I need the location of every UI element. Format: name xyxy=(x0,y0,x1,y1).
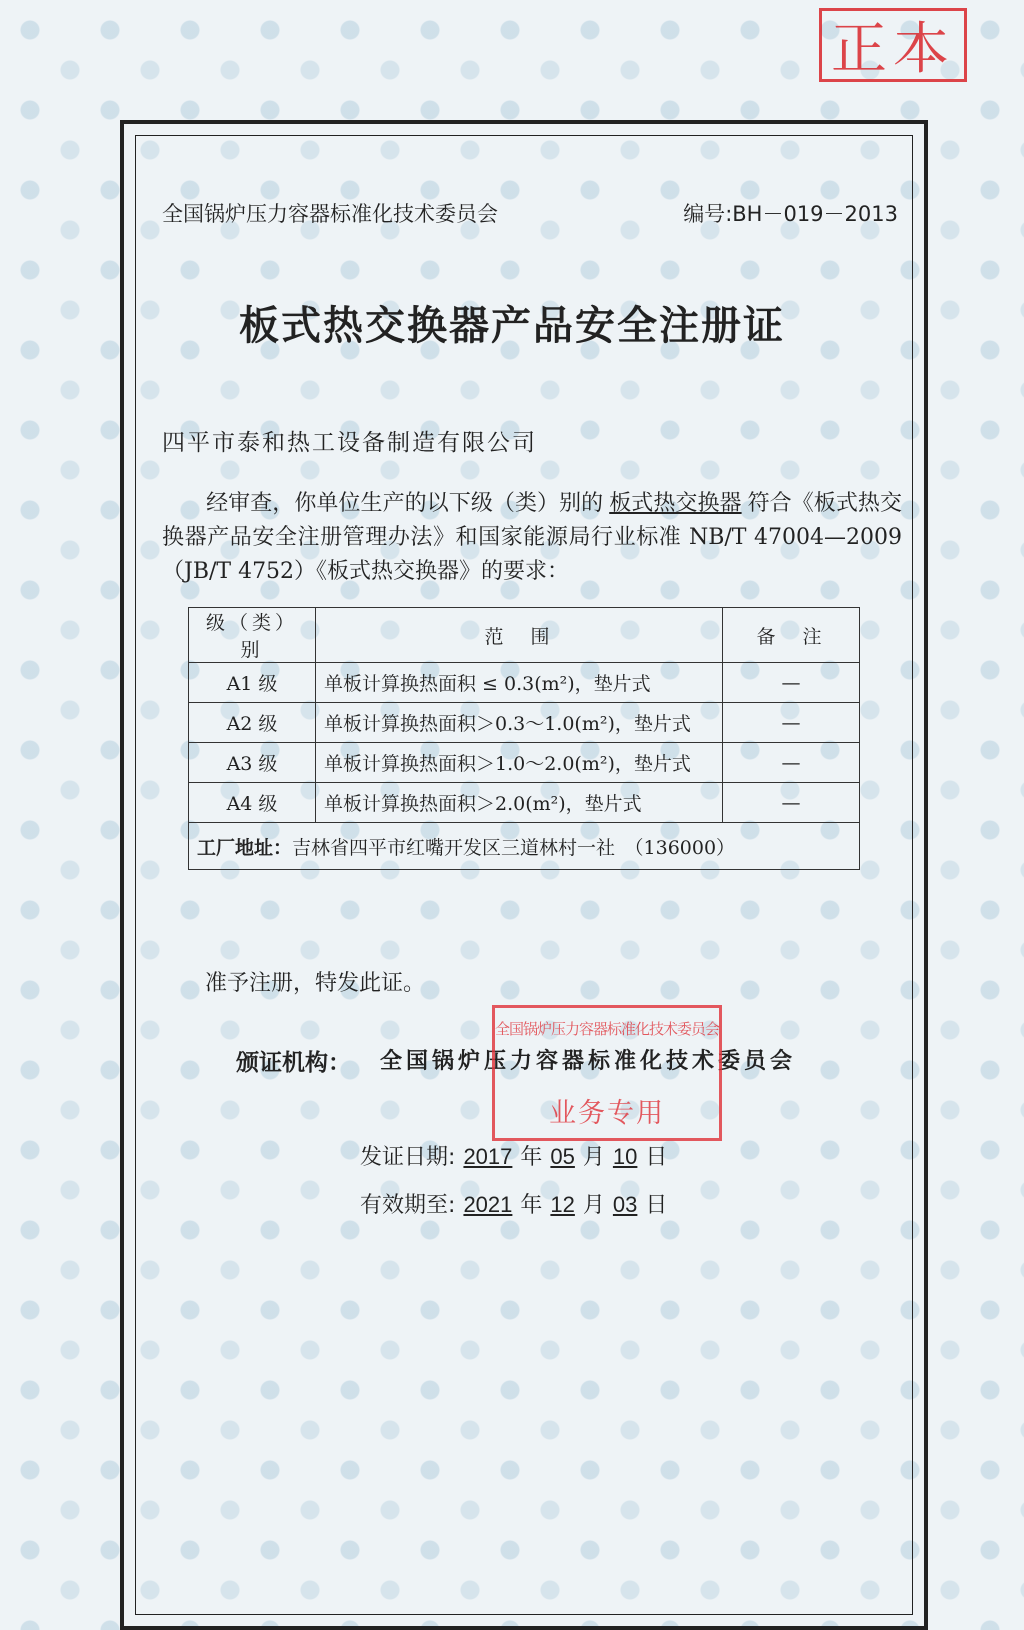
issue-date-label: 发证日期 xyxy=(360,1145,449,1170)
grade-cell: A1 级 xyxy=(189,663,316,703)
certificate-number: 编号:BH－019－2013 xyxy=(683,202,898,226)
valid-month: 12 xyxy=(550,1192,575,1217)
header-grade: 级（类）别 xyxy=(189,608,316,663)
address-value: 吉林省四平市红嘴开发区三道林村一社 （136000） xyxy=(292,836,736,859)
certificate-inner-frame xyxy=(135,135,913,1615)
paragraph-intro: 经审查，你单位生产的以下级（类）别的 xyxy=(206,491,604,516)
certificate-title: 板式热交换器产品安全注册证 xyxy=(239,303,785,349)
scope-cell: 单板计算换热面积＞2.0(m²)，垫片式 xyxy=(316,783,723,823)
header-scope: 范 围 xyxy=(316,608,723,663)
year-unit: 年 xyxy=(520,1145,543,1170)
note-cell: — xyxy=(723,703,860,743)
grade-cell: A4 级 xyxy=(189,783,316,823)
day-unit: 日 xyxy=(645,1145,668,1170)
issue-year: 2017 xyxy=(463,1144,513,1169)
issuer-name: 全国锅炉压力容器标准化技术委员会 xyxy=(380,1049,797,1074)
table-row xyxy=(189,703,860,743)
scope-cell: 单板计算换热面积＞0.3～1.0(m²)，垫片式 xyxy=(316,703,723,743)
original-copy-stamp: 正本 xyxy=(819,8,967,82)
issue-month: 05 xyxy=(550,1144,575,1169)
seal-purpose: 业务专用 xyxy=(549,1098,665,1129)
grade-cell: A3 级 xyxy=(189,743,316,783)
address-row xyxy=(189,823,860,870)
table-row xyxy=(189,663,860,703)
approval-paragraph xyxy=(162,487,902,589)
address-label: 工厂地址： xyxy=(197,836,293,859)
note-cell: — xyxy=(723,663,860,703)
valid-day: 03 xyxy=(612,1192,638,1217)
valid-year: 2021 xyxy=(463,1192,513,1217)
approval-statement: 准予注册，特发此证。 xyxy=(205,971,426,996)
day-unit: 日 xyxy=(645,1193,668,1218)
paragraph-rest: 符合《板式热交换器产品安全注册管理办法》和国家能源局行业标准 NB/T 47004—2009（JB/T 4752）《板式热交换器》的要求： xyxy=(162,491,902,584)
scope-cell: 单板计算换热面积＞1.0～2.0(m²)，垫片式 xyxy=(316,743,723,783)
table-row xyxy=(189,743,860,783)
seal-organization: 全国锅炉压力容器标准化技术委员会 xyxy=(495,1020,720,1038)
month-unit: 月 xyxy=(582,1193,605,1218)
certificate-number-label: 编号 xyxy=(683,202,726,226)
address-cell xyxy=(189,823,860,870)
month-unit: 月 xyxy=(582,1145,605,1170)
company-name: 四平市泰和热工设备制造有限公司 xyxy=(162,430,537,456)
committee-name: 全国锅炉压力容器标准化技术委员会 xyxy=(162,202,498,226)
certificate-number-value: BH－019－2013 xyxy=(732,202,898,226)
note-cell: — xyxy=(723,743,860,783)
paragraph-product: 板式热交换器 xyxy=(609,491,742,516)
table-header-row xyxy=(189,608,860,663)
scope-cell: 单板计算换热面积 ≤ 0.3(m²)，垫片式 xyxy=(316,663,723,703)
table-row xyxy=(189,783,860,823)
header-note: 备 注 xyxy=(723,608,860,663)
grade-table xyxy=(188,607,860,870)
note-cell: — xyxy=(723,783,860,823)
official-seal xyxy=(492,1005,722,1141)
issue-date: 发证日期: 2017 年 05 月 10 日 xyxy=(360,1144,668,1170)
year-unit: 年 xyxy=(520,1193,543,1218)
valid-date-label: 有效期至 xyxy=(360,1193,449,1218)
grade-cell: A2 级 xyxy=(189,703,316,743)
issuer-label: 颁证机构： xyxy=(236,1050,351,1076)
issue-day: 10 xyxy=(612,1144,638,1169)
valid-until-date: 有效期至: 2021 年 12 月 03 日 xyxy=(360,1192,668,1218)
